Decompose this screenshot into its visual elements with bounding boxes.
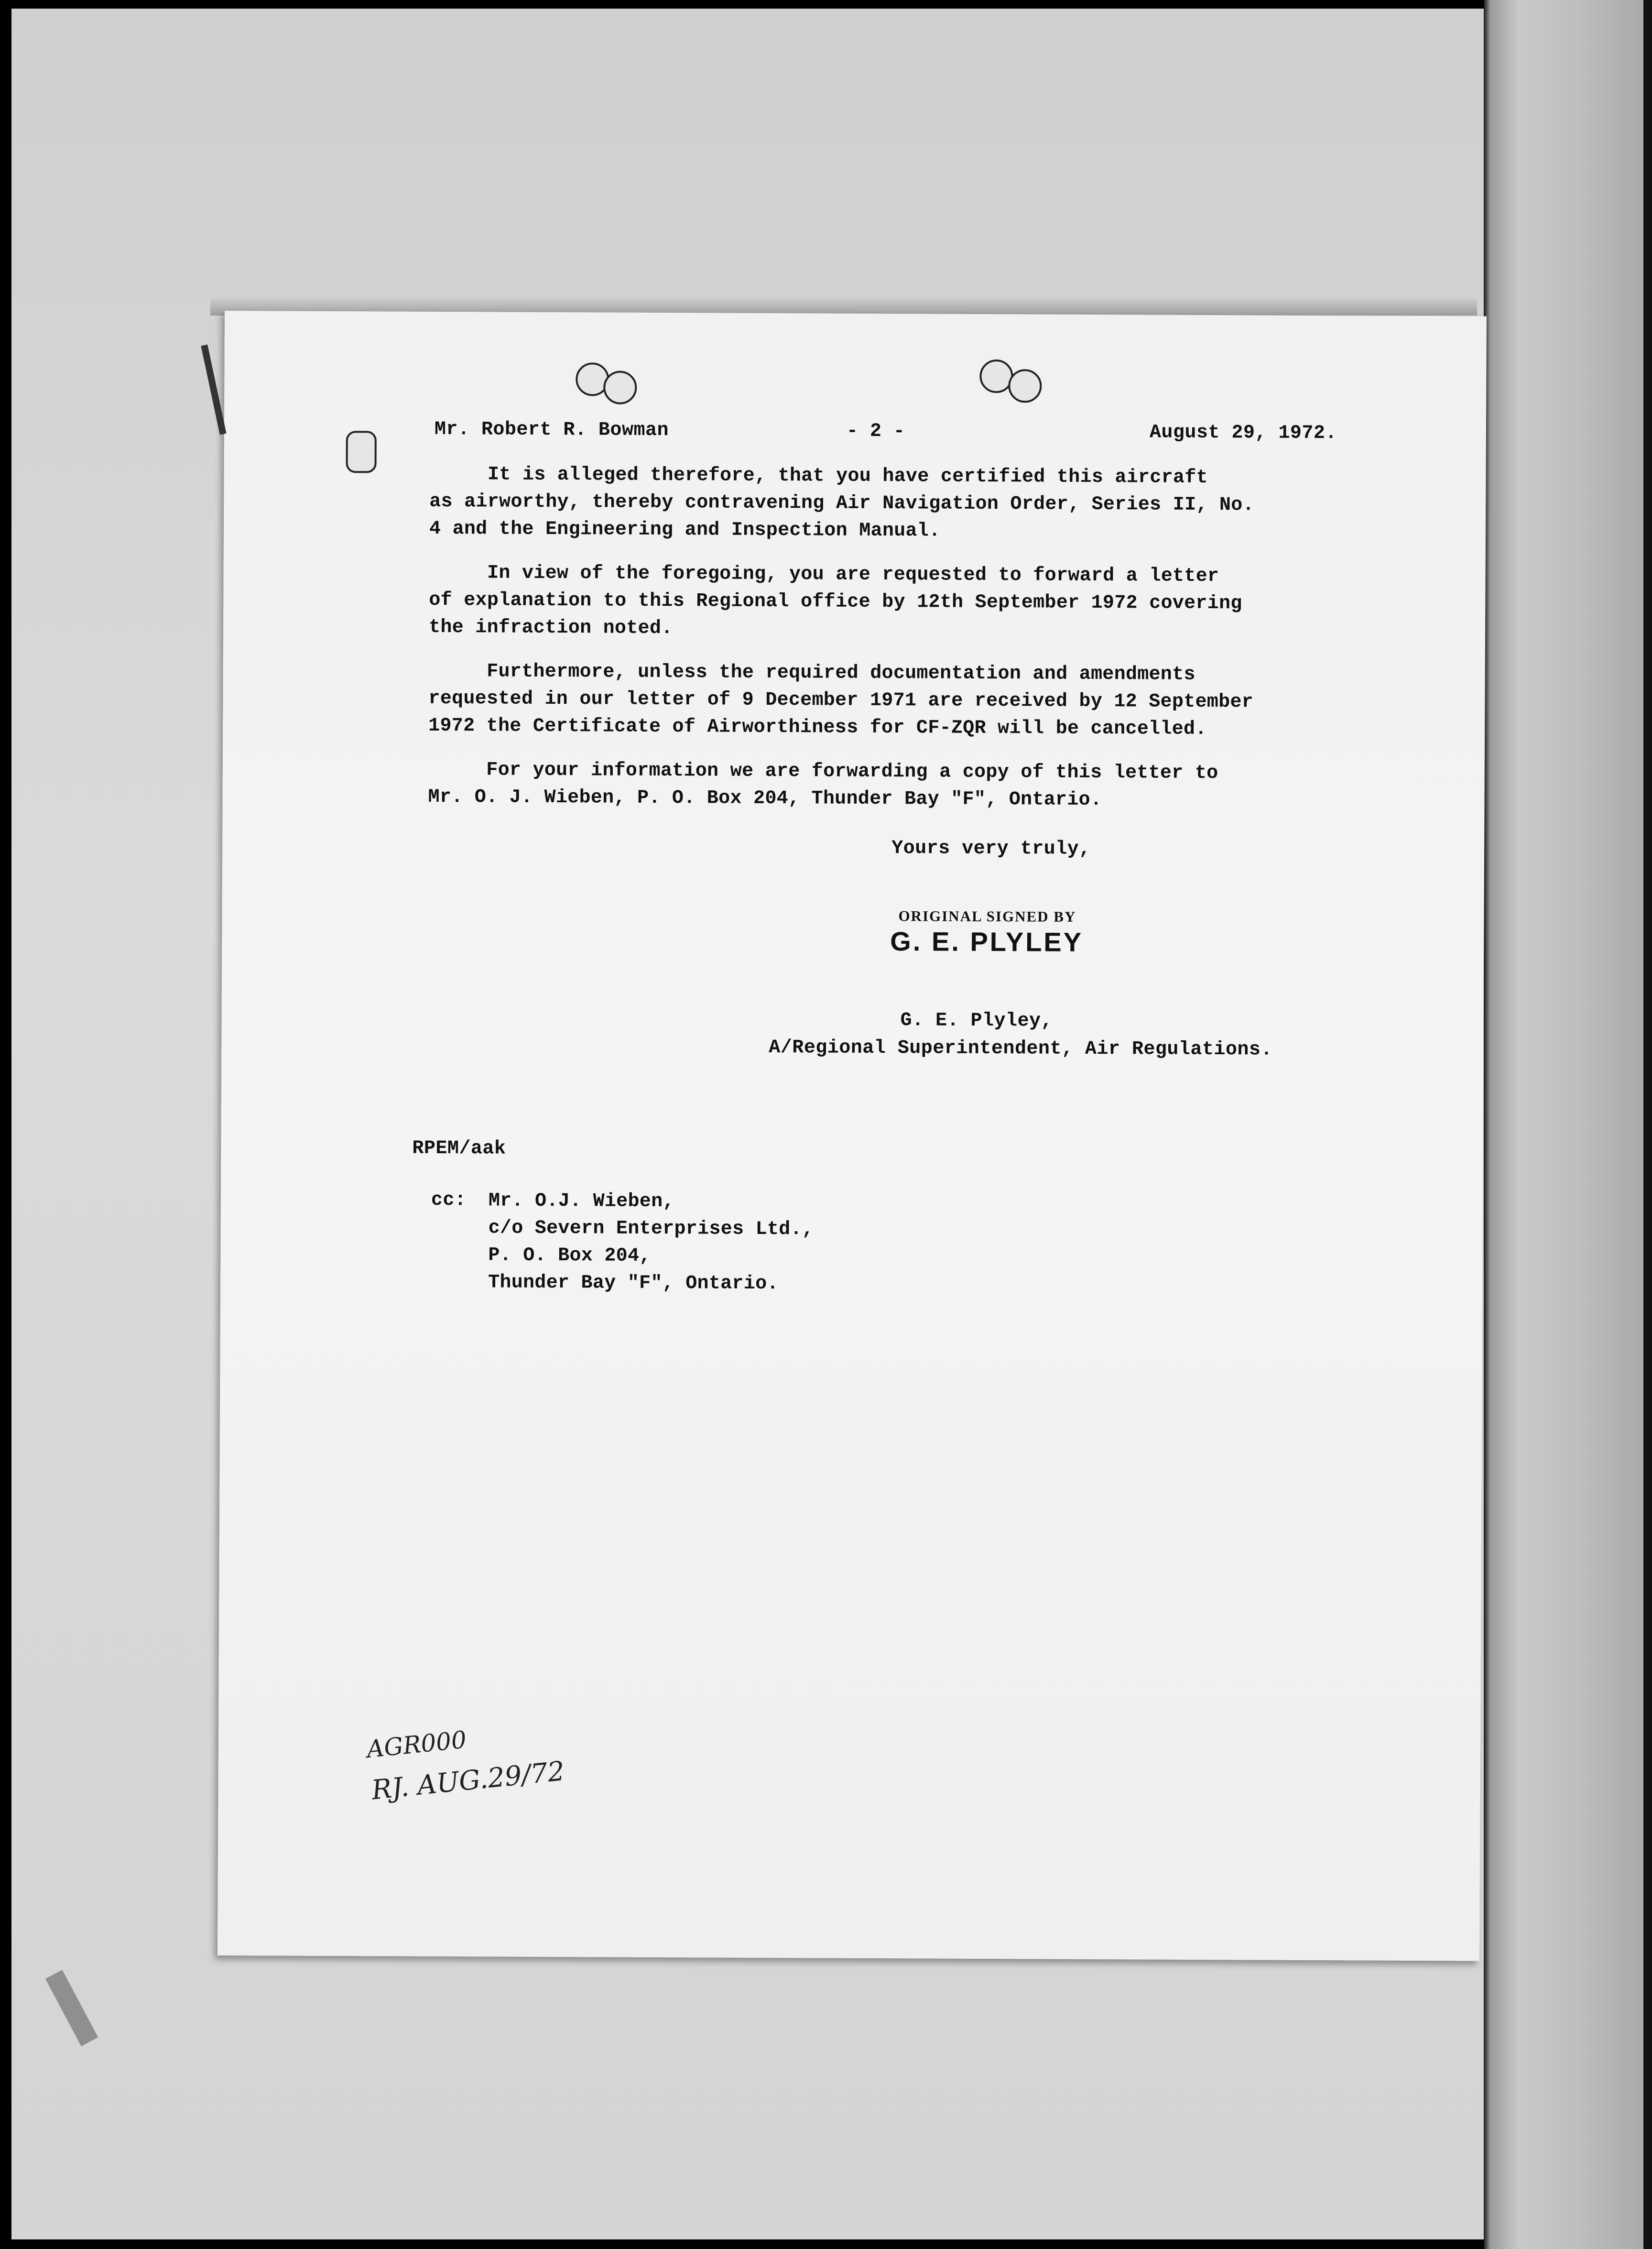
cc-line: Mr. O.J. Wieben, <box>488 1190 674 1213</box>
paragraph <box>428 658 1253 743</box>
cc-line: Thunder Bay "F", Ontario. <box>488 1272 779 1295</box>
recipient-name: Mr. Robert R. Bowman <box>434 418 669 442</box>
paragraph <box>428 756 1218 814</box>
paragraph <box>429 461 1254 546</box>
cc-label: cc: <box>431 1189 467 1212</box>
paragraph-line: In view of the foregoing, you are requested to forward a letter <box>429 562 1219 588</box>
punch-hole-icon <box>603 371 637 404</box>
right-edge-shadow <box>1643 0 1652 2249</box>
closing-salutation: Yours very truly, <box>891 838 1091 860</box>
handwritten-initials-date: RJ. AUG.29/72 <box>370 1756 566 1806</box>
paragraph-line: requested in our letter of 9 December 1971 are received by 12 September <box>428 688 1254 713</box>
cc-line: c/o Severn Enterprises Ltd., <box>488 1217 814 1241</box>
paragraph-line: Mr. O. J. Wieben, P. O. Box 204, Thunder Bay "F", Ontario. <box>428 786 1102 811</box>
letter-page <box>217 311 1487 1961</box>
punch-hole-icon <box>1008 369 1042 403</box>
paragraph-line: For your information we are forwarding a copy of this letter to <box>428 759 1218 785</box>
paragraph-line: 4 and the Engineering and Inspection Manual. <box>429 518 941 542</box>
paragraph-line: as airworthy, thereby contravening Air Navigation Order, Series II, No. <box>429 491 1254 516</box>
page-number: - 2 - <box>846 420 905 443</box>
reference-initials: RPEM/aak <box>412 1137 506 1160</box>
paragraph-line: 1972 the Certificate of Airworthiness for CF-ZQR will be cancelled. <box>428 715 1207 740</box>
cc-address-block <box>488 1187 814 1298</box>
paragraph-line: of explanation to this Regional office by 12th September 1972 covering <box>429 589 1242 615</box>
handwritten-file-code: AGR000 <box>365 1725 468 1764</box>
punch-hole-icon <box>346 431 377 473</box>
paragraph-line: Furthermore, unless the required documentation and amendments <box>428 660 1196 686</box>
signatory-title: A/Regional Superintendent, Air Regulations. <box>769 1037 1273 1061</box>
paragraph <box>429 559 1242 644</box>
signature-stamp-name: G. E. PLYLEY <box>890 926 1084 957</box>
paragraph-line: It is alleged therefore, that you have certified this aircraft <box>429 463 1208 489</box>
paragraph-line: the infraction noted. <box>429 616 673 640</box>
signatory-name: G. E. Plyley, <box>900 1010 1053 1032</box>
letter-date: August 29, 1972. <box>1149 422 1337 445</box>
cc-line: P. O. Box 204, <box>488 1245 651 1267</box>
signature-stamp-caption: ORIGINAL SIGNED BY <box>898 907 1076 925</box>
right-edge-strip <box>1484 0 1646 2249</box>
